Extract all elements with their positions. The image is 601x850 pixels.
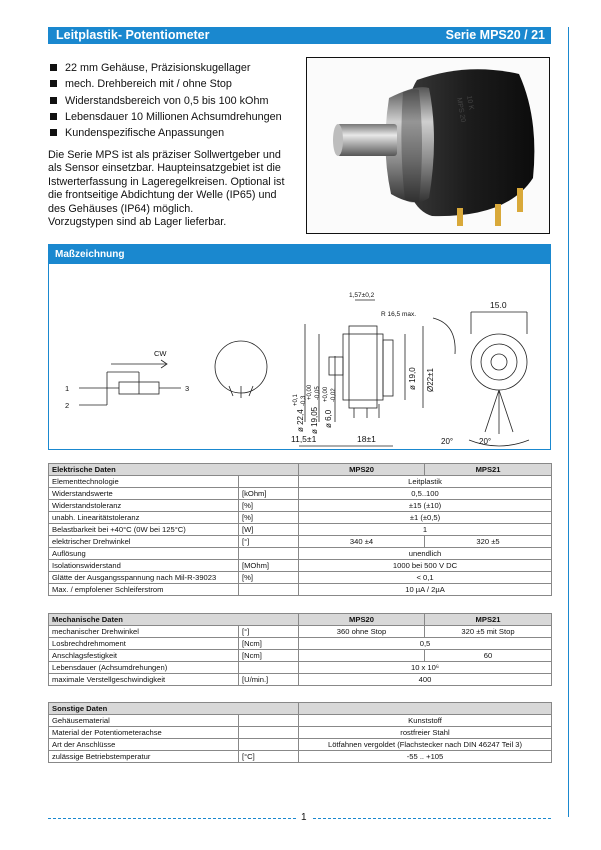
dim-label: 1,57±0,2 — [349, 292, 375, 299]
dim-label: +0,00 — [307, 384, 313, 400]
table-header-row — [49, 703, 552, 715]
row-value: ±1 (±0,5) — [299, 512, 552, 524]
col-header: MPS21 — [425, 464, 552, 476]
col-header: MPS21 — [425, 614, 552, 626]
angle-label: 20° — [441, 437, 454, 446]
dimension-drawing — [49, 264, 550, 449]
feature-item: Lebensdauer 10 Millionen Achsumdrehungen — [48, 109, 282, 125]
product-photo — [306, 57, 550, 234]
dim-label: ø 22,4 — [296, 409, 305, 432]
series-title: Serie MPS20 / 21 — [445, 28, 545, 42]
row-label: Elementtechnologie — [49, 476, 239, 488]
table-row — [49, 638, 552, 650]
row-label: Art der Anschlüsse — [49, 739, 239, 751]
table-row — [49, 500, 552, 512]
table-row — [49, 715, 552, 727]
svg-text:MPS 20: MPS 20 — [455, 97, 467, 123]
table-title: Mechanische Daten — [49, 614, 299, 626]
table-row — [49, 674, 552, 686]
row-unit — [239, 662, 299, 674]
table-header-blank — [299, 703, 552, 715]
table-row — [49, 751, 552, 763]
title-bar — [48, 27, 551, 44]
row-label: Isolationswiderstand — [49, 560, 239, 572]
row-unit: [%] — [239, 512, 299, 524]
table-row — [49, 560, 552, 572]
electrical-data-table — [48, 463, 552, 596]
pin-3-label: 3 — [185, 384, 190, 393]
row-label: mechanischer Drehwinkel — [49, 626, 239, 638]
description-line: Vorzugstypen sind ab Lager lieferbar. — [48, 216, 227, 229]
dim-label: ø 19,0 — [408, 367, 417, 390]
row-label: Max. / empfolener Schleiferstrom — [49, 584, 239, 596]
cw-label: CW — [154, 349, 167, 358]
row-value: 360 ohne Stop — [299, 626, 425, 638]
dim-label: R 16,5 max. — [381, 311, 417, 318]
row-unit: [U/min.] — [239, 674, 299, 686]
dim-label: +0,1 — [293, 394, 299, 406]
row-unit — [239, 739, 299, 751]
row-label: Losbrechdrehmoment — [49, 638, 239, 650]
row-value: 60 — [425, 650, 552, 662]
row-unit — [239, 476, 299, 488]
page-title: Leitplastik- Potentiometer — [56, 28, 210, 42]
row-unit: [kOhm] — [239, 488, 299, 500]
row-value: 1000 bei 500 V DC — [299, 560, 552, 572]
table-row — [49, 548, 552, 560]
table-title: Sonstige Daten — [49, 703, 299, 715]
row-unit: [Ncm] — [239, 650, 299, 662]
dim-label: 15.0 — [490, 300, 507, 310]
row-value: 340 ±4 — [299, 536, 425, 548]
description-line: Die Serie MPS ist als präziser Sollwertgeber und — [48, 149, 281, 161]
dim-label: ø 6,0 — [324, 409, 333, 428]
row-label: Widerstandswerte — [49, 488, 239, 500]
feature-item: Kundenspezifische Anpassungen — [48, 125, 282, 141]
feature-list — [48, 60, 282, 141]
dim-label: -0,3 — [301, 395, 307, 406]
row-value: 320 ±5 mit Stop — [425, 626, 552, 638]
pin-1-label: 1 — [65, 384, 70, 393]
row-unit — [239, 584, 299, 596]
row-value: unendlich — [299, 548, 552, 560]
col-header: MPS20 — [299, 614, 425, 626]
row-unit: [°] — [239, 626, 299, 638]
pin-2-label: 2 — [65, 401, 70, 410]
dim-label: 11,5±1 — [291, 434, 317, 444]
row-unit — [239, 715, 299, 727]
feature-item: Widerstandsbereich von 0,5 bis 100 kOhm — [48, 93, 282, 109]
description-line: als Sensor einsetzbar. Haupteinsatzgebiet ist die — [48, 162, 281, 175]
table-row — [49, 626, 552, 638]
row-unit: [%] — [239, 500, 299, 512]
feature-item: mech. Drehbereich mit / ohne Stop — [48, 76, 282, 92]
page-number: 1 — [296, 812, 312, 823]
table-row — [49, 488, 552, 500]
row-value: 10 µA / 2µA — [299, 584, 552, 596]
dim-label: -0,02 — [331, 388, 337, 402]
row-label: Glätte der Ausgangsspannung nach Mil-R-39023 — [49, 572, 239, 584]
row-label: Auflösung — [49, 548, 239, 560]
dim-label: -0,05 — [315, 386, 321, 400]
angle-label: 20° — [479, 437, 492, 446]
row-value: -55 .. +105 — [299, 751, 552, 763]
row-value: < 0,1 — [299, 572, 552, 584]
table-header-row — [49, 464, 552, 476]
table-row — [49, 476, 552, 488]
potentiometer-image — [307, 58, 549, 233]
row-value: 0,5..100 — [299, 488, 552, 500]
row-label: zulässige Betriebstemperatur — [49, 751, 239, 763]
row-label: Gehäusematerial — [49, 715, 239, 727]
table-row — [49, 572, 552, 584]
row-value: Leitplastik — [299, 476, 552, 488]
row-label: elektrischer Drehwinkel — [49, 536, 239, 548]
feature-item: 22 mm Gehäuse, Präzisionskugellager — [48, 60, 282, 76]
table-row — [49, 584, 552, 596]
dimension-drawing-section — [48, 244, 551, 450]
col-header: MPS20 — [299, 464, 425, 476]
row-label: Belastbarkeit bei +40°C (0W bei 125°C) — [49, 524, 239, 536]
row-label: maximale Verstellgeschwindigkeit — [49, 674, 239, 686]
row-label: Anschlagsfestigkeit — [49, 650, 239, 662]
description-line: des Gehäuses (IP64) möglich. — [48, 202, 194, 215]
right-margin-rule — [568, 27, 569, 817]
row-label: Lebensdauer (Achsumdrehungen) — [49, 662, 239, 674]
row-value — [299, 650, 425, 662]
row-value: Lötfahnen vergoldet (Flachstecker nach DIN 46247 Teil 3) — [299, 739, 552, 751]
table-row — [49, 536, 552, 548]
description-line: Istwerterfassung in Lageregelkreisen. Optional ist — [48, 175, 285, 188]
row-value: 0,5 — [299, 638, 552, 650]
description — [48, 149, 300, 229]
row-unit — [239, 548, 299, 560]
row-value: 320 ±5 — [425, 536, 552, 548]
dim-label: 18±1 — [357, 434, 376, 444]
row-value: 400 — [299, 674, 552, 686]
row-value: 10 x 10⁶ — [299, 662, 552, 674]
dim-label: +0,00 — [323, 386, 329, 402]
row-unit — [239, 727, 299, 739]
other-data-table — [48, 702, 552, 763]
description-line: die frontseitige Abdichtung der Welle (IP65) und — [48, 189, 277, 202]
svg-text:10 K: 10 K — [465, 95, 475, 111]
table-row — [49, 650, 552, 662]
table-row — [49, 512, 552, 524]
row-value: Kunststoff — [299, 715, 552, 727]
table-title: Elektrische Daten — [49, 464, 299, 476]
row-label: Material der Potentiometerachse — [49, 727, 239, 739]
row-unit: [MOhm] — [239, 560, 299, 572]
dim-label: ø 19,05 — [310, 406, 319, 434]
section-heading: Maßzeichnung — [49, 245, 550, 264]
table-row — [49, 662, 552, 674]
mechanical-data-table — [48, 613, 552, 686]
table-row — [49, 739, 552, 751]
row-value: 1 — [299, 524, 552, 536]
row-value: ±15 (±10) — [299, 500, 552, 512]
row-unit: [W] — [239, 524, 299, 536]
row-label: Widerstandstoleranz — [49, 500, 239, 512]
row-unit: [%] — [239, 572, 299, 584]
row-unit: [°C] — [239, 751, 299, 763]
dim-label: Ø22±1 — [426, 368, 435, 392]
row-unit: [°] — [239, 536, 299, 548]
row-unit: [Ncm] — [239, 638, 299, 650]
table-header-row — [49, 614, 552, 626]
table-row — [49, 727, 552, 739]
table-row — [49, 524, 552, 536]
row-label: unabh. Linearitätstoleranz — [49, 512, 239, 524]
row-value: rostfreier Stahl — [299, 727, 552, 739]
